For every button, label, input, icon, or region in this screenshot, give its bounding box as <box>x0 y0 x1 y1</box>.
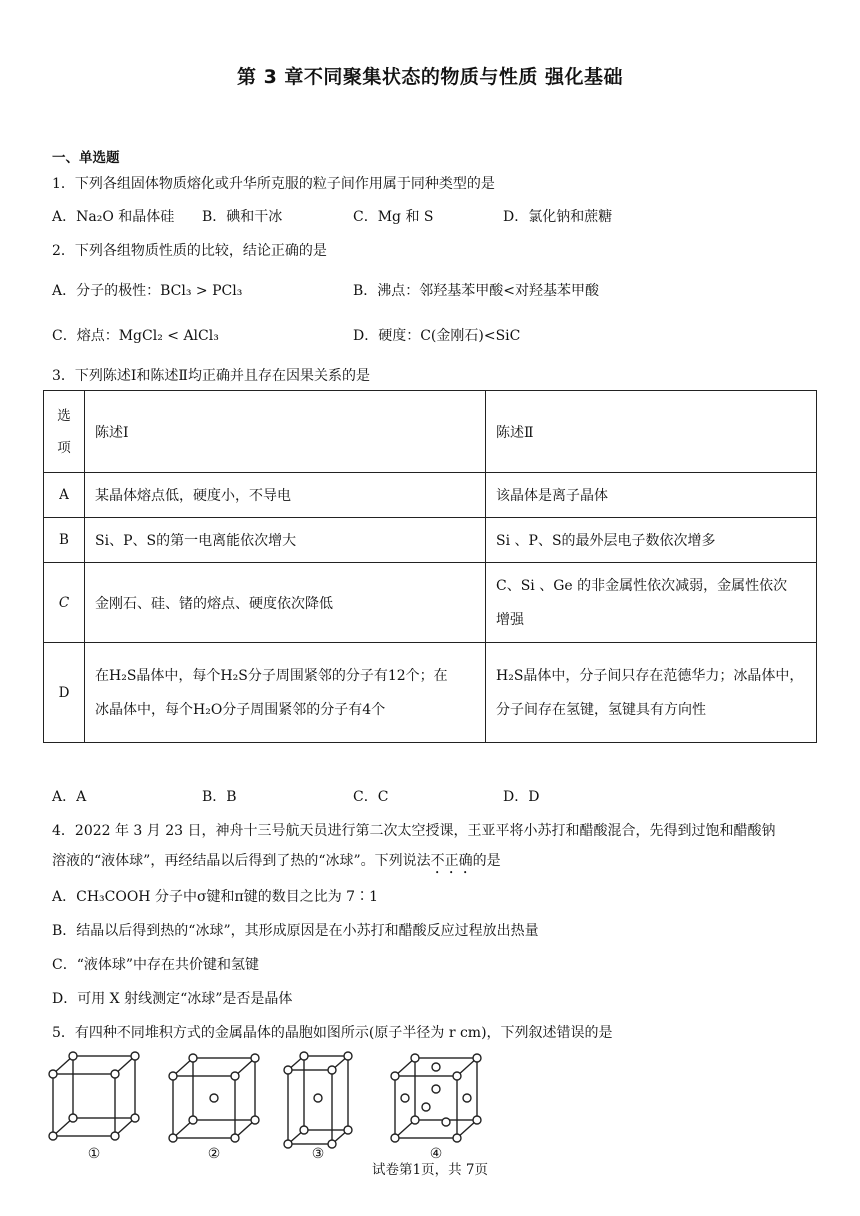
header-option-line1: 选 <box>57 407 71 424</box>
header-option-line2: 项 <box>57 439 71 456</box>
row-statement-2: 该晶体是离子晶体 <box>486 473 817 518</box>
row-option-label: C <box>44 563 85 643</box>
question-1-stem: 1．下列各组固体物质熔化或升华所克服的粒子间作用属于同种类型的是 <box>52 176 495 192</box>
question-3-option-b: B．B <box>202 789 237 805</box>
unit-cell-1 <box>53 1056 135 1136</box>
row-statement-1: 某晶体熔点低，硬度小，不导电 <box>85 473 486 518</box>
row-statement-1-line2: 冰晶体中，每个H₂O分子周围紧邻的分子有4个 <box>95 701 386 718</box>
row-statement-2-line1: H₂S晶体中，分子间只存在范德华力；冰晶体中， <box>496 667 804 684</box>
table-row <box>44 643 817 743</box>
page-footer: 试卷第1页，共 7页 <box>372 1162 488 1178</box>
header-option-cell <box>44 391 85 473</box>
question-4-stem-post: 的是 <box>472 853 501 869</box>
header-statement-1: 陈述Ⅰ <box>85 391 486 473</box>
row-statement-2-cell <box>486 643 817 743</box>
question-4-option-a: A．CH₃COOH 分子中σ键和π键的数目之比为 7∶1 <box>52 889 378 905</box>
unit-cell-label-4: ④ <box>429 1146 443 1162</box>
question-3-stem: 3．下列陈述Ⅰ和陈述Ⅱ均正确并且存在因果关系的是 <box>52 368 370 384</box>
row-statement-2-cell <box>486 563 817 643</box>
row-option-label: D <box>44 643 85 743</box>
question-1-option-b: B．碘和干冰 <box>202 209 283 225</box>
unit-cell-label-3: ③ <box>311 1146 325 1162</box>
section-heading: 一、单选题 <box>52 150 120 166</box>
row-statement-1: 金刚石、硅、锗的熔点、硬度依次降低 <box>85 563 486 643</box>
table-row <box>44 518 817 563</box>
row-statement-1: Si、P、S的第一电离能依次增大 <box>85 518 486 563</box>
row-option-label: B <box>44 518 85 563</box>
question-2-stem: 2．下列各组物质性质的比较，结论正确的是 <box>52 243 327 259</box>
question-1-option-c: C．Mg 和 S <box>353 209 434 225</box>
question-4-stem-line1: 4．2022 年 3 月 23 日，神舟十三号航天员进行第二次太空授课，王亚平将小苏打和醋酸混合，先得到过饱和醋酸钠 <box>52 823 776 839</box>
question-3-option-a: A．A <box>52 789 87 805</box>
question-1-option-d: D．氯化钠和蔗糖 <box>503 209 613 225</box>
question-4-stem-emphasis: 不正确 <box>430 853 473 869</box>
question-4-option-d: D．可用 X 射线测定“冰球”是否是晶体 <box>52 991 293 1007</box>
table-header-row <box>44 391 817 473</box>
question-2-option-d: D．硬度：C(金刚石)<SiC <box>353 328 521 344</box>
question-3-option-c: C．C <box>353 789 389 805</box>
question-2-option-a: A．分子的极性：BCl₃ > PCl₃ <box>52 283 243 299</box>
row-statement-1-cell <box>85 643 486 743</box>
unit-cell-figures <box>45 1050 485 1165</box>
page-title: 第 3 章不同聚集状态的物质与性质 强化基础 <box>236 66 624 88</box>
question-1-option-a: A．Na₂O 和晶体硅 <box>52 209 175 225</box>
question-5-stem: 5．有四种不同堆积方式的金属晶体的晶胞如图所示(原子半径为 r cm)，下列叙述错误的是 <box>52 1025 613 1041</box>
table-row <box>44 563 817 643</box>
row-statement-2-line2: 增强 <box>496 611 524 628</box>
table-row <box>44 473 817 518</box>
question-3-table <box>43 390 817 743</box>
unit-cell-label-2: ② <box>207 1146 221 1162</box>
row-statement-2-line2: 分子间存在氢键，氢键具有方向性 <box>496 701 706 718</box>
question-4-stem-pre: 溶液的“液体球”，再经结晶以后得到了热的“冰球”。下列说法 <box>52 853 431 869</box>
header-statement-2: 陈述Ⅱ <box>486 391 817 473</box>
question-4-option-c: C．“液体球”中存在共价键和氢键 <box>52 957 260 973</box>
unit-cell-label-1: ① <box>87 1146 101 1162</box>
question-2-option-b: B．沸点：邻羟基苯甲酸<对羟基苯甲酸 <box>353 283 600 299</box>
row-statement-1-line1: 在H₂S晶体中，每个H₂S分子周围紧邻的分子有12个；在 <box>95 667 448 684</box>
row-statement-2: Si 、P、S的最外层电子数依次增多 <box>486 518 817 563</box>
question-3-option-d: D．D <box>503 789 540 805</box>
question-2-option-c: C．熔点：MgCl₂ < AlCl₃ <box>52 328 219 344</box>
question-4-option-b: B．结晶以后得到热的“冰球”，其形成原因是在小苏打和醋酸反应过程放出热量 <box>52 923 539 939</box>
row-option-label: A <box>44 473 85 518</box>
question-4-stem-line2 <box>52 850 501 877</box>
row-statement-2-line1: C、Si 、Ge 的非金属性依次减弱，金属性依次 <box>496 577 788 594</box>
